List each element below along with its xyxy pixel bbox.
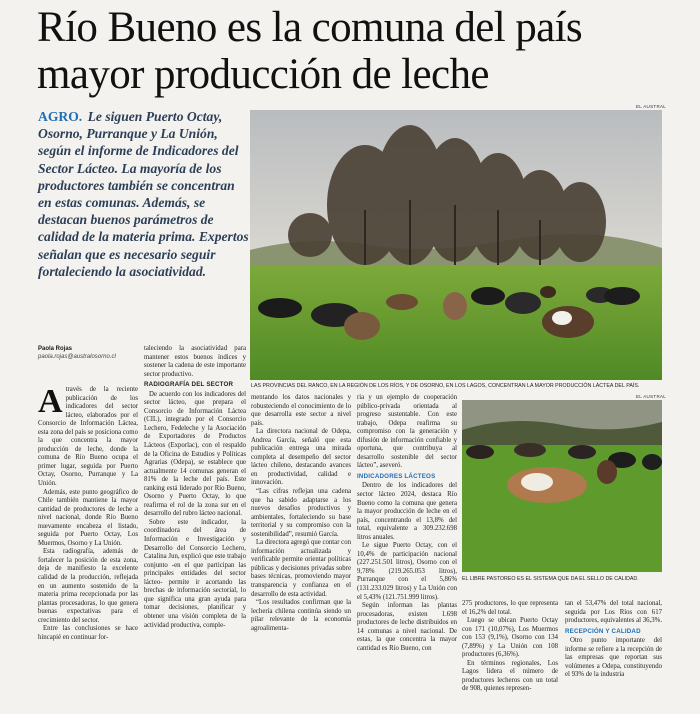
cows-pasture-image <box>250 110 662 380</box>
paragraph: “Las cifras reflejan una cadena que ha sabido adaptarse a los nuevos desafíos productivos y ambientales, fortaleciendo su base territorial y su compromiso con la sostenibilidad”, resumió García. <box>251 488 351 538</box>
paragraph: La directora agregó que contar con información actualizada y verificable permite orientar políticas públicas y decisiones privadas sobre bases técnicas, promoviendo mayor transparencia y confianza en el desarrollo de esta actividad. <box>251 539 351 598</box>
lead-paragraph <box>38 108 250 280</box>
author-email: paola.rojas@australosorno.cl <box>38 354 116 360</box>
paragraph: taleciendo la asociatividad para mantener estos buenos índices y sostener la cadena de este importante sector productivo. <box>144 345 246 378</box>
photo-credit-side: EL AUSTRAL <box>636 394 667 399</box>
paragraph: Esta radiografía, además de fortalecer la posición de esta zona, deja de manifiesto la excelente calidad de la producción, reflejada en un aumento sostenido de la materia prima recepcionada por las plantas procesadoras, lo que genera buenas expectativas para el crecimiento del sector. <box>38 548 138 624</box>
author-byline <box>38 345 138 361</box>
photo-credit-main: EL AUSTRAL <box>636 104 667 109</box>
paragraph: mentando los datos nacionales y robusteciendo el conocimiento de lo que desarrolla este sector a nivel país. <box>251 394 351 427</box>
paragraph: En términos regionales, Los Lagos lidera el número de productores lecheros con un total de 908, quienes represen- <box>462 659 558 693</box>
side-photo <box>462 400 662 572</box>
side-photo-caption: EL LIBRE PASTOREO ES EL SISTEMA QUE DA EL SELLO DE CALIDAD. <box>462 576 639 582</box>
paragraph: La directora nacional de Odepa, Andrea García, señaló que esta publicación entrega una mirada completa al desempeño del sector lácteo chileno, destacando avances en productividad, calidad e innovación. <box>251 428 351 487</box>
section-subhead: RECEPCIÓN Y CALIDAD <box>565 627 641 635</box>
article-column-5 <box>462 600 558 694</box>
paragraph: Además, este punto geográfico de Chile también mantiene la mayor cantidad de productores de leche a nivel nacional, donde Río Bueno nuevamente encabeza el listado, seguida por Puerto Octay, Los Muermos, Osorno y La Unión. <box>38 488 138 547</box>
section-tag: AGRO. <box>38 109 83 124</box>
paragraph: Sobre este indicador, la coordinadora del área de Información e Investigación y Desarrollo del Consorcio Lechero, Catalina Jun, explicó que este trabajo conjunto -en el que participan las principales entidades del sector lácteo- permite ir acortando las brechas de información sectorial, lo que significa una gran ayuda para tomar decisiones, planificar y obtener una visión completa de la actividad productiva, comple- <box>144 518 246 629</box>
drop-cap: A <box>38 383 63 420</box>
lead-text: Le siguen Puerto Octay, Osorno, Purranque y La Unión, según el informe de Indicadores del Sector Lácteo. La mayoría de los productores también se concentran en estas comunas. Además, se destacan buenos parámetros de calidad de la materia prima. Expertos señalan que es necesario seguir fortaleciendo la asociatividad. <box>38 109 249 279</box>
paragraph: Luego se ubican Puerto Octay con 171 (10,07%), Los Muermos con 153 (9,1%), Osorno con 134 (7,89%) y La Unión con 108 productores (6,36%). <box>462 617 558 659</box>
article-column-6 <box>565 600 662 680</box>
main-photo <box>250 110 662 380</box>
paragraph: 275 productores, lo que representa el 16,2% del total. <box>462 600 558 616</box>
main-photo-caption: LAS PROVINCIAS DEL RANCO, EN LA REGIÓN DE LOS RÍOS, Y DE OSORNO, EN LOS LAGOS, CONCENTRAN LA MAYOR PRODUCCIÓN LÁCTEA DEL PAÍS. <box>251 383 640 389</box>
article-column-2 <box>144 345 246 630</box>
article-column-3 <box>251 394 351 633</box>
section-subhead: RADIOGRAFÍA DEL SECTOR <box>144 381 234 389</box>
article-column-4 <box>357 394 457 653</box>
paragraph: De acuerdo con los indicadores del sector lácteo, que prepara el Consorcio de Información Láctea (CIL), integrado por el Consorcio Lechero, Fedeleche y la Asociación de Exportadores de Productos Lácteos (Exporlac), con el respaldo de la Oficina de Estudios y Políticas Agrarias (Odepa), se establece que actualmente 14 comunas generan el 81% de la leche del país. Este ranking está liderado por Río Bueno, Osorno y Puerto Octay, lo que reafirma el rol de la zona sur en el desarrollo del rubro lácteo nacional. <box>144 390 246 518</box>
paragraph: Otro punto importante del informe se refiere a la recepción de las empresas que reportan sus volúmenes a Odepa, constituyendo el 93% de la industria <box>565 637 662 679</box>
paragraph: Dentro de los indicadores del sector lácteo 2024, destaca Río Bueno como la comuna que genera la mayor producción de leche en el país, concentrando el 13,8% del total, equivalente a 309.232.698 litros anuales. <box>357 482 457 541</box>
headline: Río Bueno es la comuna del país mayor producción de leche <box>37 4 583 98</box>
paragraph: “Los resultados confirman que la lechería chilena continúa siendo un pilar relevante de la economía agroalimenta- <box>251 599 351 632</box>
paragraph: Através de la reciente publicación de los indicadores del sector lácteo, elaborados por el Consorcio de Información Láctea, esta zona del país se posiciona como la que concentra la mayor producción de leche, donde la comuna de Río Bueno ocupa el primer lugar, seguida por Puerto Octay, Osorno, Purranque y La Unión. <box>38 383 138 488</box>
section-subhead: INDICADORES LÁCTEOS <box>357 472 436 480</box>
cows-grazing-image <box>462 400 662 572</box>
paragraph: tan el 53,47% del total nacional, seguida por Los Ríos con 617 productores, equivalentes al 36,3%. <box>565 600 663 625</box>
paragraph: Según informan las plantas procesadoras, existen 1.698 productores de leche distribuidos en 14 comunas a nivel nacional. De estas, la que concentra la mayor cantidad es Río Bueno, con <box>357 602 457 652</box>
paragraph: ria y un ejemplo de cooperación público-privada orientada al progreso sustentable. Con este trabajo, Odepa reafirma su compromiso con la generación y difusión de información confiable y oportuna, que contribuya al desarrollo sostenible del sector lácteo”, aseveró. <box>357 394 457 470</box>
paragraph: Le sigue Puerto Octay, con el 10,4% de participación nacional (227.251.501 litros), Osorno con el 9,78% (219.265.053 litros), Purranque con el 5,86% (131.233.029 litros) y La Unión con el 5,43% (121.751.999 litros). <box>357 542 457 601</box>
paragraph: Entre las conclusiones se hace hincapié en continuar for- <box>38 625 138 641</box>
article-column-1 <box>38 383 138 642</box>
author-name: Paola Rojas <box>38 346 73 352</box>
